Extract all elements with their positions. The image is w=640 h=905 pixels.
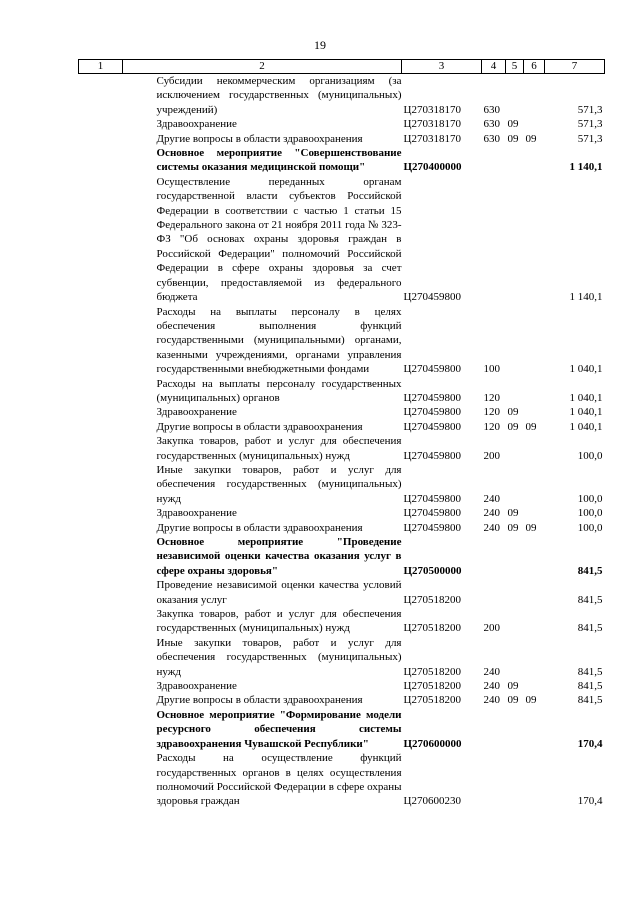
item-name: Здравоохранение bbox=[156, 680, 237, 693]
item-name: Закупка товаров, работ и услуг для обеспечения государственных (муниципальных) нужд bbox=[156, 435, 402, 462]
target-code: Ц270459800 bbox=[403, 507, 461, 520]
subsection-code bbox=[524, 636, 545, 679]
expense-type-code bbox=[482, 578, 506, 607]
row-number-cell bbox=[79, 377, 123, 406]
target-code: Ц270459800 bbox=[403, 363, 461, 376]
item-name: Осуществление переданных органам государственной власти субъектов Российской Федерации в соответствии с частью 1 статьи 15 Федерального закона от 21 ноября 2011 года № 323-ФЗ "Об основах охраны здоровья граждан в Российской Федерации" полномочий Российской Федерации в сфере охраны здоровья за счет субвенции, предоставляемой из федерального бюджета bbox=[156, 175, 402, 304]
section-code: 09 bbox=[507, 406, 519, 419]
expense-type-code: 240 bbox=[483, 694, 500, 707]
amount: 571,3 bbox=[577, 132, 603, 145]
row-number-cell bbox=[79, 117, 123, 131]
expense-type-code: 120 bbox=[483, 420, 500, 433]
row-number-cell bbox=[79, 535, 123, 578]
amount: 571,3 bbox=[577, 118, 603, 131]
subsection-code: 09 bbox=[525, 521, 537, 534]
table-header bbox=[79, 60, 605, 74]
table-row bbox=[79, 146, 605, 175]
expense-type-code: 630 bbox=[483, 118, 500, 131]
subsection-code bbox=[524, 117, 545, 131]
expense-type-code: 630 bbox=[483, 132, 500, 145]
amount: 170,4 bbox=[577, 737, 603, 750]
row-number-cell bbox=[79, 132, 123, 146]
section-code bbox=[506, 578, 524, 607]
subsection-code bbox=[524, 751, 545, 809]
page-number: 19 bbox=[314, 38, 326, 52]
row-number-cell bbox=[79, 146, 123, 175]
amount: 841,5 bbox=[577, 564, 603, 577]
section-code bbox=[506, 74, 524, 118]
target-code: Ц270459800 bbox=[403, 391, 461, 404]
item-name: Иные закупки товаров, работ и услуг для обеспечения государственных (муниципальных) нужд bbox=[156, 463, 402, 505]
header-col-2: 2 bbox=[123, 60, 402, 74]
section-code: 09 bbox=[507, 680, 519, 693]
subsection-code bbox=[524, 74, 545, 118]
section-code: 09 bbox=[507, 694, 519, 707]
row-number-cell bbox=[79, 74, 123, 118]
row-number-cell bbox=[79, 708, 123, 751]
section-code: 09 bbox=[507, 507, 519, 520]
item-name: Основное мероприятие "Совершенствование системы оказания медицинской помощи" bbox=[156, 147, 402, 174]
item-name: Иные закупки товаров, работ и услуг для обеспечения государственных (муниципальных) нужд bbox=[156, 636, 402, 678]
subsection-code bbox=[524, 434, 545, 463]
subsection-code: 09 bbox=[525, 694, 537, 707]
expense-type-code: 120 bbox=[483, 406, 500, 419]
target-code: Ц270500000 bbox=[403, 564, 462, 577]
item-name: Закупка товаров, работ и услуг для обеспечения государственных (муниципальных) нужд bbox=[156, 608, 402, 635]
section-code bbox=[506, 377, 524, 406]
row-number-cell bbox=[79, 521, 123, 535]
table-row bbox=[79, 175, 605, 305]
expense-type-code: 240 bbox=[483, 492, 500, 505]
subsection-code: 09 bbox=[525, 420, 537, 433]
expense-type-code: 200 bbox=[483, 449, 500, 462]
header-col-5: 5 bbox=[506, 60, 524, 74]
target-code: Ц270459800 bbox=[403, 521, 461, 534]
row-number-cell bbox=[79, 578, 123, 607]
amount: 1 040,1 bbox=[569, 406, 603, 419]
item-name: Другие вопросы в области здравоохранения bbox=[156, 521, 363, 534]
target-code: Ц270518200 bbox=[403, 622, 461, 635]
amount: 841,5 bbox=[577, 622, 603, 635]
table-row bbox=[79, 751, 605, 809]
target-code: Ц270459800 bbox=[403, 291, 461, 304]
target-code: Ц270318170 bbox=[403, 118, 461, 131]
header-col-4: 4 bbox=[482, 60, 506, 74]
item-name: Проведение независимой оценки качества условий оказания услуг bbox=[156, 579, 402, 606]
expense-type-code: 100 bbox=[483, 363, 500, 376]
expense-type-code: 200 bbox=[483, 622, 500, 635]
section-code bbox=[506, 708, 524, 751]
item-name: Другие вопросы в области здравоохранения bbox=[156, 132, 363, 145]
budget-table bbox=[78, 59, 605, 809]
subsection-code bbox=[524, 463, 545, 506]
header-col-1: 1 bbox=[79, 60, 123, 74]
expense-type-code: 630 bbox=[483, 103, 500, 116]
target-code: Ц270518200 bbox=[403, 593, 461, 606]
amount: 1 040,1 bbox=[569, 391, 603, 404]
amount: 100,0 bbox=[577, 492, 603, 505]
amount: 170,4 bbox=[577, 795, 603, 808]
section-code bbox=[506, 434, 524, 463]
table-row bbox=[79, 578, 605, 607]
section-code: 09 bbox=[507, 132, 519, 145]
row-number-cell bbox=[79, 305, 123, 377]
item-name: Другие вопросы в области здравоохранения bbox=[156, 420, 363, 433]
amount: 100,0 bbox=[577, 521, 603, 534]
amount: 1 140,1 bbox=[569, 291, 603, 304]
table-row bbox=[79, 377, 605, 406]
target-code: Ц270600000 bbox=[403, 737, 462, 750]
amount: 841,5 bbox=[577, 593, 603, 606]
section-code: 09 bbox=[507, 420, 519, 433]
expense-type-code: 120 bbox=[483, 391, 500, 404]
table-row bbox=[79, 636, 605, 679]
target-code: Ц270459800 bbox=[403, 492, 461, 505]
section-code bbox=[506, 607, 524, 636]
table-row bbox=[79, 117, 605, 131]
section-code bbox=[506, 146, 524, 175]
row-number-cell bbox=[79, 751, 123, 809]
amount: 1 040,1 bbox=[569, 363, 603, 376]
target-code: Ц270459800 bbox=[403, 449, 461, 462]
table-row bbox=[79, 506, 605, 520]
table-row bbox=[79, 693, 605, 707]
subsection-code bbox=[524, 405, 545, 419]
row-number-cell bbox=[79, 434, 123, 463]
subsection-code bbox=[524, 175, 545, 305]
item-name: Другие вопросы в области здравоохранения bbox=[156, 694, 363, 707]
subsection-code bbox=[524, 506, 545, 520]
table-row bbox=[79, 420, 605, 434]
expense-type-code: 240 bbox=[483, 521, 500, 534]
item-name: Расходы на выплаты персоналу государственных (муниципальных) органов bbox=[156, 377, 402, 404]
target-code: Ц270318170 bbox=[403, 132, 461, 145]
section-code: 09 bbox=[507, 118, 519, 131]
row-number-cell bbox=[79, 636, 123, 679]
header-col-3: 3 bbox=[402, 60, 482, 74]
section-code bbox=[506, 305, 524, 377]
section-code bbox=[506, 636, 524, 679]
section-code: 09 bbox=[507, 521, 519, 534]
target-code: Ц270518200 bbox=[403, 680, 461, 693]
row-number-cell bbox=[79, 679, 123, 693]
expense-type-code bbox=[482, 751, 506, 809]
amount: 841,5 bbox=[577, 680, 603, 693]
table-row bbox=[79, 405, 605, 419]
row-number-cell bbox=[79, 405, 123, 419]
table-row bbox=[79, 132, 605, 146]
target-code: Ц270518200 bbox=[403, 665, 461, 678]
subsection-code bbox=[524, 377, 545, 406]
amount: 1 040,1 bbox=[569, 420, 603, 433]
target-code: Ц270459800 bbox=[403, 420, 461, 433]
header-col-6: 6 bbox=[524, 60, 545, 74]
target-code: Ц270318170 bbox=[403, 103, 461, 116]
expense-type-code: 240 bbox=[483, 507, 500, 520]
row-number-cell bbox=[79, 463, 123, 506]
section-code bbox=[506, 535, 524, 578]
table-row bbox=[79, 463, 605, 506]
item-name: Здравоохранение bbox=[156, 118, 237, 131]
expense-type-code bbox=[482, 708, 506, 751]
header-row bbox=[79, 60, 605, 74]
row-number-cell bbox=[79, 175, 123, 305]
amount: 571,3 bbox=[577, 103, 603, 116]
subsection-code bbox=[524, 305, 545, 377]
section-code bbox=[506, 463, 524, 506]
subsection-code bbox=[524, 679, 545, 693]
expense-type-code bbox=[482, 535, 506, 578]
expense-type-code: 240 bbox=[483, 665, 500, 678]
item-name: Расходы на осуществление функций государственных органов в целях осуществления полномочий Российской Федерации в сфере охраны здоровья граждан bbox=[156, 752, 402, 808]
table-row bbox=[79, 607, 605, 636]
row-number-cell bbox=[79, 506, 123, 520]
table-row bbox=[79, 535, 605, 578]
subsection-code: 09 bbox=[525, 132, 537, 145]
item-name: Основное мероприятие "Проведение независимой оценки качества оказания услуг в сфере охраны здоровья" bbox=[156, 536, 402, 577]
expense-type-code bbox=[482, 146, 506, 175]
row-number-cell bbox=[79, 420, 123, 434]
expense-type-code: 240 bbox=[483, 680, 500, 693]
item-name: Расходы на выплаты персоналу в целях обеспечения выполнения функций государственными (муниципальными) органами, казенными учреждениями, органами управления государственными внебюджетными фондами bbox=[156, 305, 402, 376]
subsection-code bbox=[524, 607, 545, 636]
target-code: Ц270459800 bbox=[403, 406, 461, 419]
amount: 100,0 bbox=[577, 449, 603, 462]
item-name: Основное мероприятие "Формирование модели ресурсного обеспечения системы здравоохранения Чувашской Республики" bbox=[156, 708, 402, 750]
amount: 100,0 bbox=[577, 507, 603, 520]
table-row bbox=[79, 305, 605, 377]
item-name: Субсидии некоммерческим организациям (за исключением государственных (муниципальных) учреждений) bbox=[156, 75, 402, 116]
amount: 841,5 bbox=[577, 694, 603, 707]
amount: 841,5 bbox=[577, 665, 603, 678]
item-name: Здравоохранение bbox=[156, 406, 237, 419]
target-code: Ц270518200 bbox=[403, 694, 461, 707]
table-row bbox=[79, 708, 605, 751]
target-code: Ц270600230 bbox=[403, 795, 461, 808]
subsection-code bbox=[524, 578, 545, 607]
section-code bbox=[506, 175, 524, 305]
row-number-cell bbox=[79, 693, 123, 707]
table-row bbox=[79, 679, 605, 693]
subsection-code bbox=[524, 708, 545, 751]
header-col-7: 7 bbox=[545, 60, 605, 74]
row-number-cell bbox=[79, 607, 123, 636]
item-name: Здравоохранение bbox=[156, 507, 237, 520]
table-body bbox=[79, 74, 605, 809]
subsection-code bbox=[524, 535, 545, 578]
section-code bbox=[506, 751, 524, 809]
table-row bbox=[79, 74, 605, 118]
subsection-code bbox=[524, 146, 545, 175]
amount: 1 140,1 bbox=[569, 161, 603, 174]
expense-type-code bbox=[482, 175, 506, 305]
target-code: Ц270400000 bbox=[403, 161, 462, 174]
table-row bbox=[79, 434, 605, 463]
table-row bbox=[79, 521, 605, 535]
